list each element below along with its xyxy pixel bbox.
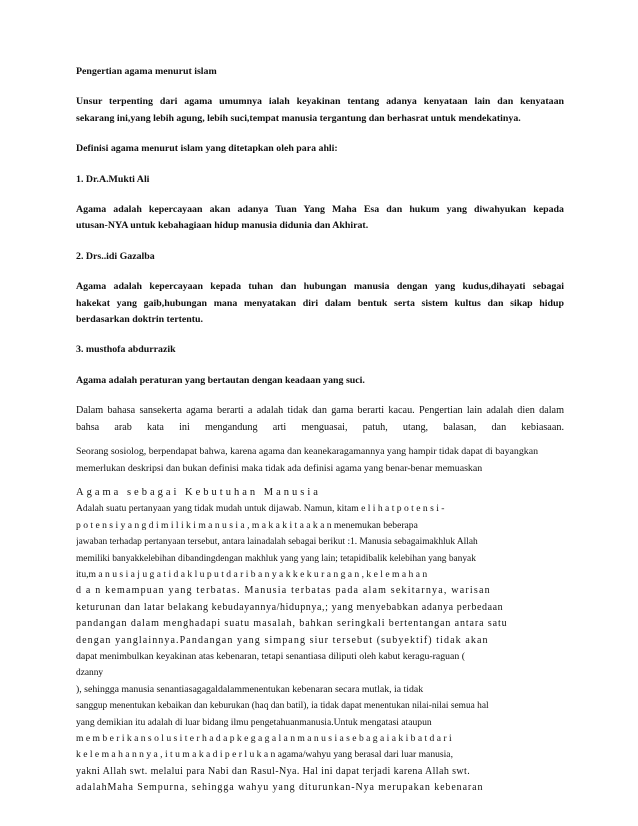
body-line: yakni Allah swt. melalui para Nabi dan Rasul-Nya. Hal ini dapat terjadi karena Allah swt. — [76, 765, 471, 777]
paragraph-sosiolog — [76, 444, 564, 477]
intro-line-1: Unsur terpenting dari agama umumnya ialah keyakinan tentang adanya kenyataan lain dan kenyataan — [76, 96, 564, 108]
body-line: jawaban terhadap pertanyaan tersebut, antara lainadalah sebagai berikut :1. Manusia sebagaimakhluk Allah — [76, 537, 478, 548]
body-line: dengan yanglainnya.Pandangan yang simpang siur tersebut (subyektif) tidak akan — [76, 634, 489, 646]
body-line: d a n kemampuan yang terbatas. Manusia terbatas pada alam sekitarnya, warisan — [76, 585, 491, 597]
intro-line-2: sekarang ini,yang lebih agung, lebih suci,tempat manusia tergantung dan berhasrat untuk mendekatinya. — [76, 112, 521, 124]
paragraph-bahasa — [76, 403, 564, 436]
ahli-2-line-2: hakekat yang gaib,hubungan mana menyatakan diri dalam bentuk serta sistem kultus dan sikap hidup — [76, 297, 564, 309]
body-line: dapat menimbulkan keyakinan atas kebenaran, tetapi senantiasa diliputi oleh kabut keragu-raguan ( — [76, 650, 466, 662]
definisi-heading: Definisi agama menurut islam yang ditetapkan oleh para ahli: — [76, 143, 338, 155]
body-line: ), sehingga manusia senantiasagagaldalammenentukan kebenaran secara mutlak, ia tidak — [76, 683, 424, 695]
intro-paragraph — [76, 94, 564, 127]
body-line: Adalah suatu pertanyaan yang tidak mudah untuk dijawab. Namun, kitam e l i h a t p o t e n s i - — [76, 503, 445, 515]
ahli-2-line-1: Agama adalah kepercayaan kepada tuhan dan hubungan manusia dengan yang kudus,dihayati sebagai — [76, 281, 564, 293]
body-line: pandangan dalam menghadapi suatu masalah, bahkan seringkali bertentangan antara satu — [76, 618, 508, 630]
body-line: dzanny — [76, 668, 104, 679]
paragraph-bahasa-line-1: Dalam bahasa sansekerta agama berarti a adalah tidak dan gama berarti kacau. Pengertian lain adalah dien dalam — [76, 405, 564, 417]
ahli-2-line-3: berdasarkan doktrin tertentu. — [76, 314, 204, 326]
ahli-1-name: 1. Dr.A.Mukti Ali — [76, 173, 150, 185]
body-line: p o t e n s i y a n g d i m i l i k i m a n u s i a , m a k a k i t a a k a n menemukan beberapa — [76, 519, 418, 531]
paragraph-bahasa-line-2: bahsa arab kata ini mengandung arti menguasai, patuh, utang, balasan, dan kebiasaan. — [76, 421, 564, 433]
body-line: adalahMaha Sempurna, sehingga wahyu yang diturunkan-Nya merupakan kebenaran — [76, 782, 484, 794]
body-line: sanggup menentukan kebaikan dan keburukan (haq dan batil), ia tidak dapat menentukan nilai-nilai semua hal — [76, 701, 489, 712]
body-line: yang demikian itu adalah di luar bidang ilmu pengetahuanmanusia.Untuk mengatasi ataupun — [76, 716, 432, 728]
document-page — [76, 64, 564, 797]
ahli-2-definition — [76, 279, 564, 328]
ahli-1-definition — [76, 202, 564, 235]
ahli-1-line-2: utusan-NYA untuk kebahagiaan hidup manusia didunia dan Akhirat. — [76, 220, 369, 232]
ahli-3-definition: Agama adalah peraturan yang bertautan dengan keadaan yang suci. — [76, 374, 365, 386]
ahli-1-line-1: Agama adalah kepercayaan akan adanya Tuan Yang Maha Esa dan hukum yang diwahyukan kepada — [76, 204, 564, 216]
body-line: k e l e m a h a n n y a , i t u m a k a d i p e r l u k a n agama/wahyu yang berasal dari luar manusia, — [76, 749, 453, 761]
section-title: Agama sebagai Kebutuhan Manusia — [76, 486, 321, 498]
body-line: m e m b e r i k a n s o l u s i t e r h a d a p k e g a g a l a n m a n u s i a s e b a g a i a k i b a t d a r i — [76, 733, 452, 744]
body-line: memiliki banyakkelebihan dibandingdengan makhluk yang yang lain; tetapidibalik kelebihan yang banyak — [76, 553, 476, 564]
body-line: keturunan dan latar belakang kebudayannya/hidupnya,; yang menyebabkan adanya perbedaan — [76, 601, 504, 613]
document-heading: Pengertian agama menurut islam — [76, 66, 217, 77]
ahli-3-name: 3. musthofa abdurrazik — [76, 344, 176, 356]
paragraph-sosiolog-line-2: memerlukan deskripsi dan bukan definisi maka tidak ada definisi agama yang benar-benar memuaskan — [76, 462, 483, 474]
section-body — [76, 501, 564, 796]
ahli-2-name: 2. Drs..idi Gazalba — [76, 250, 155, 262]
paragraph-sosiolog-line-1: Seorang sosiolog, berpendapat bahwa, karena agama dan keanekaragamannya yang hampir tidak dapat di bayangkan — [76, 446, 539, 458]
body-line: itu,m a n u s i a j u g a t i d a k l u p u t d a r i b a n y a k k e k u r a n g a n , k e l e m a h a n — [76, 568, 428, 580]
